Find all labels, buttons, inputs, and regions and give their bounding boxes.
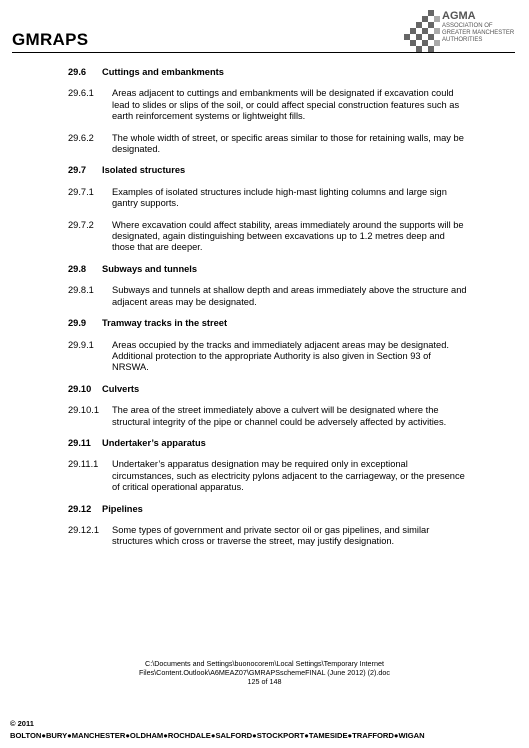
footer-towns: BOLTON●BURY●MANCHESTER●OLDHAM●ROCHDALE●SALFORD●STOCKPORT●TAMESIDE●TRAFFORD●WIGAN bbox=[10, 731, 425, 740]
paragraph bbox=[68, 285, 468, 308]
paragraph-text: Subways and tunnels at shallow depth and areas immediately above the structure and adjacent areas may be designated. bbox=[112, 285, 467, 307]
section-heading bbox=[68, 264, 468, 275]
section-heading bbox=[68, 438, 468, 449]
paragraph-text: Areas occupied by the tracks and immediately adjacent areas may be designated. Additional protection to the appropriate Authority is also given in Section 93 of NRSWA. bbox=[112, 339, 449, 373]
paragraph-text: Areas adjacent to cuttings and embankments will be designated if excavation could lead to slides or slips of the soil, or could affect special construction features such as earth reinforcement systems or lightweight fills. bbox=[112, 88, 460, 122]
paragraph bbox=[68, 405, 468, 428]
paragraph-number: 29.11.1 bbox=[68, 459, 99, 470]
logo-title: AGMA bbox=[442, 10, 476, 22]
paragraph-text: Undertaker’s apparatus designation may be required only in exceptional circumstances, such as electricity pylons adjacent to the carriageway, or the presence of critical operational apparatus. bbox=[112, 459, 465, 493]
paragraph bbox=[68, 525, 468, 548]
paragraph bbox=[68, 133, 468, 156]
section-number: 29.7 bbox=[68, 165, 87, 176]
paragraph-number: 29.7.1 bbox=[68, 186, 94, 197]
paragraph-number: 29.9.1 bbox=[68, 339, 94, 350]
footer-file-path: C:\Documents and Settings\buonocorem\Local Settings\Temporary Internet Files\Content.Outlook\A6MEAZ07\GMRAPSschemeFINAL (June 2012) (2).doc 125 of 148 bbox=[0, 659, 529, 686]
paragraph-text: Where excavation could affect stability, areas immediately around the supports will be designated, again distinguishing between excavations up to 1.2 metres deep and those that are deeper. bbox=[112, 219, 464, 253]
section-number: 29.8 bbox=[68, 263, 87, 274]
paragraph-number: 29.12.1 bbox=[68, 524, 100, 535]
paragraph-number: 29.8.1 bbox=[68, 285, 94, 296]
brand-title: GMRAPS bbox=[12, 30, 89, 49]
section-title: Culverts bbox=[102, 383, 140, 394]
paragraph-number: 29.10.1 bbox=[68, 405, 100, 416]
section-title: Undertaker’s apparatus bbox=[102, 437, 206, 448]
paragraph-text: The area of the street immediately above a culvert will be designated where the structural integrity of the pipe or channel could be adversely affected by activities. bbox=[112, 405, 447, 427]
agma-logo bbox=[402, 8, 518, 52]
document-body bbox=[68, 67, 468, 558]
section-title: Isolated structures bbox=[102, 165, 186, 176]
section-title: Cuttings and embankments bbox=[102, 67, 224, 77]
paragraph-number: 29.7.2 bbox=[68, 219, 94, 230]
section-heading bbox=[68, 165, 468, 176]
section-title: Pipelines bbox=[102, 503, 143, 514]
section-heading bbox=[68, 318, 468, 329]
paragraph-text: The whole width of street, or specific areas similar to those for retaining walls, may be designated. bbox=[112, 132, 464, 155]
paragraph-text: Examples of isolated structures include high-mast lighting columns and large sign gantry supports. bbox=[112, 186, 447, 209]
header-rule bbox=[12, 52, 515, 53]
section-heading bbox=[68, 384, 468, 395]
page-header bbox=[0, 0, 529, 58]
paragraph bbox=[68, 220, 468, 254]
section-heading bbox=[68, 504, 468, 515]
section-number: 29.12 bbox=[68, 503, 92, 514]
section-number: 29.6 bbox=[68, 67, 87, 77]
logo-subtitle: ASSOCIATION OF GREATER MANCHESTER AUTHORITIES bbox=[442, 23, 515, 43]
paragraph-text: Some types of government and private sector oil or gas pipelines, and similar structures which cross or traverse the street, may justify designation. bbox=[112, 524, 430, 547]
paragraph bbox=[68, 459, 468, 493]
paragraph-number: 29.6.2 bbox=[68, 132, 94, 143]
agma-logo-icon bbox=[402, 8, 442, 52]
section-number: 29.11 bbox=[68, 437, 91, 448]
paragraph bbox=[68, 187, 468, 210]
paragraph-number: 29.6.1 bbox=[68, 88, 94, 99]
section-number: 29.9 bbox=[68, 318, 87, 329]
section-title: Tramway tracks in the street bbox=[102, 318, 228, 329]
section-number: 29.10 bbox=[68, 383, 92, 394]
copyright: © 2011 bbox=[10, 719, 34, 728]
paragraph bbox=[68, 340, 468, 374]
section-title: Subways and tunnels bbox=[102, 263, 198, 274]
paragraph bbox=[68, 88, 468, 122]
page-number: 125 of 148 bbox=[247, 677, 282, 686]
section-heading bbox=[68, 67, 468, 78]
